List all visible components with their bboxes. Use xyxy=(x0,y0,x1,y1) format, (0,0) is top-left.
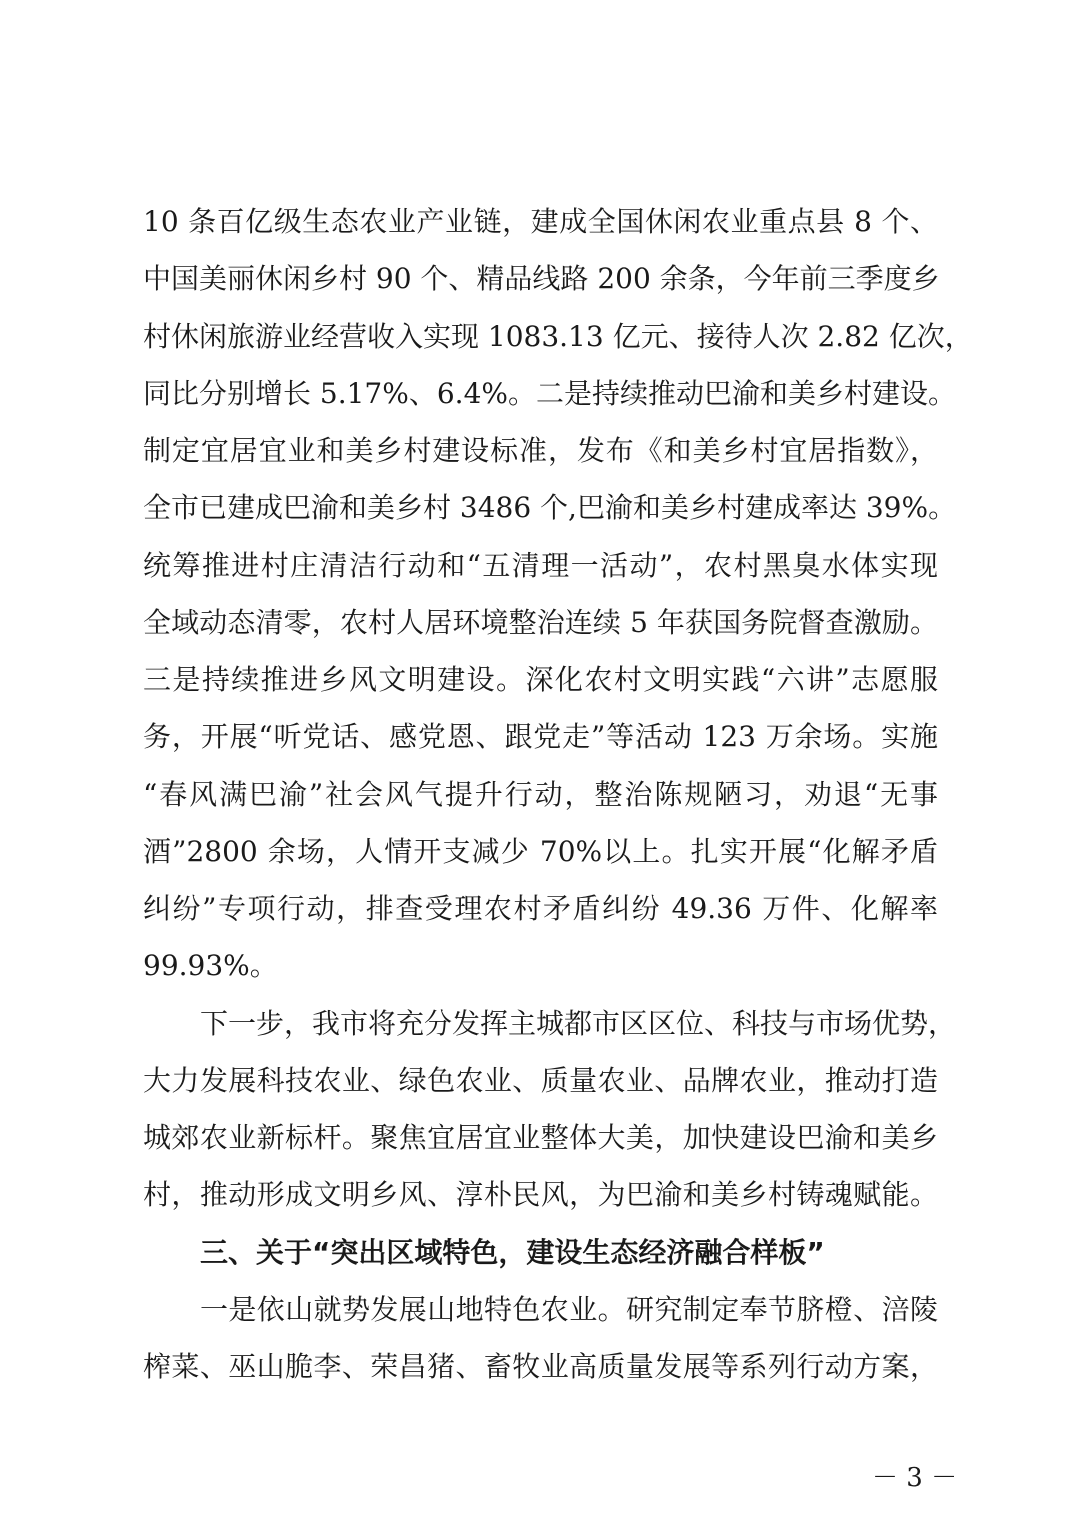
paragraph-1-line-2: 中国美丽休闲乡村 90 个、精品线路 200 余条，今年前三季度乡 xyxy=(143,262,940,295)
paragraph-1-line-9: 三是持续推进乡风文明建设。深化农村文明实践“六讲”志愿服 xyxy=(143,663,938,696)
paragraph-1-line-13: 纠纷”专项行动，排查受理农村矛盾纠纷 49.36 万件、化解率 xyxy=(143,892,938,925)
paragraph-1-line-14: 99.93%。 xyxy=(143,949,278,982)
paragraph-1-line-7: 统筹推进村庄清洁行动和“五清理一活动”，农村黑臭水体实现 xyxy=(143,549,938,582)
paragraph-1-line-3: 村休闲旅游业经营收入实现 1083.13 亿元、接待人次 2.82 亿次， xyxy=(143,320,973,353)
paragraph-2-line-1: 下一步，我市将充分发挥主城都市区区位、科技与市场优势， xyxy=(200,1007,957,1040)
paragraph-3-line-2: 榨菜、巫山脆李、荣昌猪、畜牧业高质量发展等系列行动方案， xyxy=(143,1350,938,1383)
section-heading: 三、关于“突出区域特色，建设生态经济融合样板” xyxy=(200,1236,825,1269)
paragraph-2-line-4: 村，推动形成文明乡风、淳朴民风，为巴渝和美乡村铸魂赋能。 xyxy=(143,1178,938,1211)
paragraph-2-line-3: 城郊农业新标杆。聚焦宜居宜业整体大美，加快建设巴渝和美乡 xyxy=(143,1121,938,1154)
paragraph-2-line-2: 大力发展科技农业、绿色农业、质量农业、品牌农业，推动打造 xyxy=(143,1064,938,1097)
paragraph-1-line-10: 务，开展“听党话、感党恩、跟党走”等活动 123 万余场。实施 xyxy=(143,720,938,753)
paragraph-1-line-12: 酒”2800 余场，人情开支减少 70%以上。扎实开展“化解矛盾 xyxy=(143,835,938,868)
paragraph-1-line-6: 全市已建成巴渝和美乡村 3486 个,巴渝和美乡村建成率达 39%。 xyxy=(143,491,957,524)
paragraph-1-line-11: “春风满巴渝”社会风气提升行动，整治陈规陋习，劝退“无事 xyxy=(143,778,938,811)
paragraph-1-line-4: 同比分别增长 5.17%、6.4%。二是持续推动巴渝和美乡村建设。 xyxy=(143,377,956,410)
paragraph-1-line-5: 制定宜居宜业和美乡村建设标准，发布《和美乡村宜居指数》， xyxy=(143,434,938,467)
page-number: － 3 － xyxy=(872,1463,958,1493)
paragraph-1-line-8: 全域动态清零，农村人居环境整治连续 5 年获国务院督查激励。 xyxy=(143,606,938,639)
paragraph-1-line-1: 10 条百亿级生态农业产业链，建成全国休闲农业重点县 8 个、 xyxy=(143,205,938,238)
paragraph-3-line-1: 一是依山就势发展山地特色农业。研究制定奉节脐橙、涪陵 xyxy=(200,1293,938,1326)
